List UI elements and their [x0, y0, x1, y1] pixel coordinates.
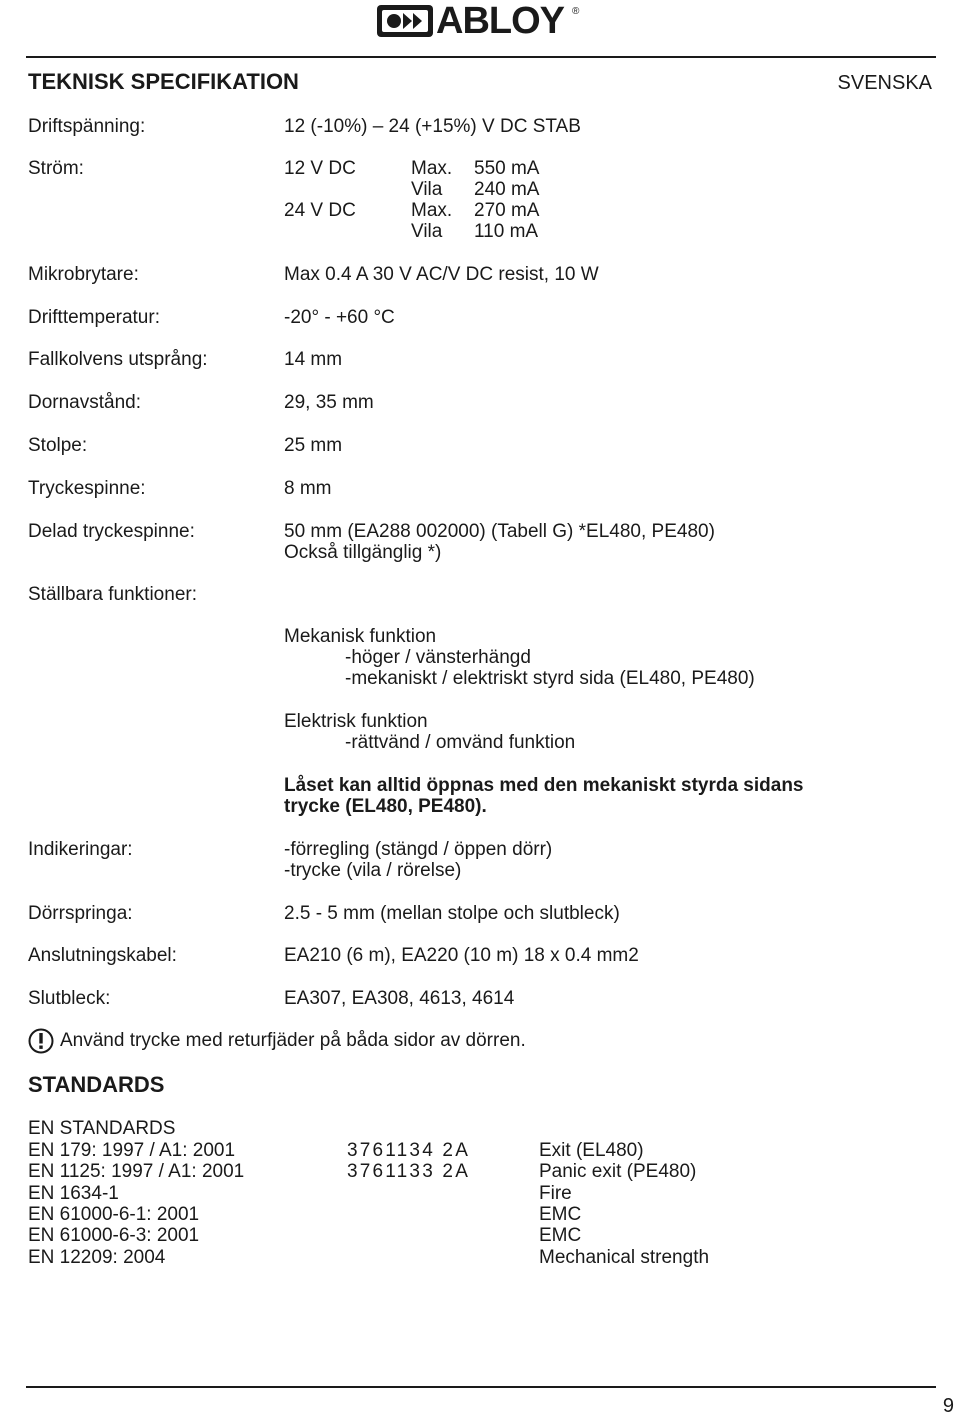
strom-mode: Vila — [411, 179, 443, 200]
logo-wordmark: ABLOY — [436, 0, 564, 42]
standard-desc: Exit (EL480) — [539, 1140, 644, 1161]
spec-label-drifttemperatur: Drifttemperatur: — [28, 307, 160, 328]
spec-label-driftspanning: Driftspänning: — [28, 116, 146, 137]
standards-subheading: EN STANDARDS — [28, 1118, 176, 1139]
spec-label-tryckespinne: Tryckespinne: — [28, 478, 146, 499]
strom-voltage: 24 V DC — [284, 200, 356, 221]
spec-label-mikrobrytare: Mikrobrytare: — [28, 264, 139, 285]
spec-value-delad: 50 mm (EA288 002000) (Tabell G) *EL480, PE480) — [284, 521, 715, 542]
strom-mode: Max. — [411, 200, 453, 221]
standard-code: 3761133 2A — [347, 1161, 471, 1182]
spec-value-drifttemperatur: -20° - +60 °C — [284, 307, 395, 328]
standard-desc: EMC — [539, 1225, 582, 1246]
abloy-key-mark-icon — [376, 4, 434, 38]
standard-name: EN 12209: 2004 — [28, 1247, 166, 1268]
spec-value-indikeringar-2: -trycke (vila / rörelse) — [284, 860, 462, 881]
strom-current: 240 mA — [474, 179, 540, 200]
warning-text: Använd trycke med returfjäder på båda sidor av dörren. — [60, 1030, 526, 1051]
spec-value-dorrspringa: 2.5 - 5 mm (mellan stolpe och slutbleck) — [284, 903, 620, 924]
spec-label-slutbleck: Slutbleck: — [28, 988, 111, 1009]
spec-value-fallkolv: 14 mm — [284, 349, 343, 370]
spec-label-anslutning: Anslutningskabel: — [28, 945, 177, 966]
elektrisk-funktion-title: Elektrisk funktion — [284, 711, 428, 732]
spec-label-delad: Delad tryckespinne: — [28, 521, 195, 542]
standards-heading: STANDARDS — [28, 1072, 165, 1097]
page-title: TEKNISK SPECIFIKATION — [28, 69, 299, 94]
spec-label-indikeringar: Indikeringar: — [28, 839, 133, 860]
strom-current: 270 mA — [474, 200, 540, 221]
strom-mode: Vila — [411, 221, 443, 242]
strom-voltage: 12 V DC — [284, 158, 356, 179]
spec-label-fallkolv: Fallkolvens utsprång: — [28, 349, 208, 370]
registered-mark: ® — [572, 6, 580, 17]
header-rule — [26, 56, 936, 58]
standard-name: EN 1634-1 — [28, 1183, 119, 1204]
spec-value-tryckespinne: 8 mm — [284, 478, 332, 499]
elektrisk-funktion-item: -rättvänd / omvänd funktion — [345, 732, 576, 753]
spec-label-dornavstand: Dornavstånd: — [28, 392, 142, 413]
footer-rule — [26, 1386, 936, 1388]
standard-desc: EMC — [539, 1204, 582, 1225]
standard-name: EN 61000-6-3: 2001 — [28, 1225, 200, 1246]
spec-label-dorrspringa: Dörrspringa: — [28, 903, 133, 924]
page-number: 9 — [942, 1395, 954, 1417]
mekanisk-funktion-item: -mekaniskt / elektriskt styrd sida (EL480, PE480) — [345, 668, 755, 689]
standard-desc: Panic exit (PE480) — [539, 1161, 697, 1182]
abloy-logo — [376, 2, 584, 42]
spec-value-driftspanning: 12 (-10%) – 24 (+15%) V DC STAB — [284, 116, 581, 137]
standard-name: EN 61000-6-1: 2001 — [28, 1204, 200, 1225]
spec-value-indikeringar: -förregling (stängd / öppen dörr) — [284, 839, 553, 860]
strom-current: 110 mA — [474, 221, 539, 242]
strom-current: 550 mA — [474, 158, 540, 179]
mechanical-note-cont: trycke (EL480, PE480). — [284, 796, 487, 817]
standard-name: EN 1125: 1997 / A1: 2001 — [28, 1161, 245, 1182]
language-label: SVENSKA — [837, 72, 932, 94]
standard-desc: Mechanical strength — [539, 1247, 710, 1268]
mechanical-note: Låset kan alltid öppnas med den mekaniskt styrda sidans — [284, 775, 804, 796]
spec-value-delad-note: Också tillgänglig *) — [284, 542, 442, 563]
standard-code: 3761134 2A — [347, 1140, 471, 1161]
spec-value-dornavstand: 29, 35 mm — [284, 392, 374, 413]
standard-desc: Fire — [539, 1183, 572, 1204]
spec-value-stolpe: 25 mm — [284, 435, 343, 456]
strom-mode: Max. — [411, 158, 453, 179]
mekanisk-funktion-item: -höger / vänsterhängd — [345, 647, 531, 668]
spec-label-stallbara: Ställbara funktioner: — [28, 584, 197, 605]
spec-label-stolpe: Stolpe: — [28, 435, 88, 456]
spec-label-strom: Ström: — [28, 158, 84, 179]
standard-name: EN 179: 1997 / A1: 2001 — [28, 1140, 236, 1161]
exclamation-circle-icon — [28, 1028, 54, 1054]
mekanisk-funktion-title: Mekanisk funktion — [284, 626, 437, 647]
spec-value-slutbleck: EA307, EA308, 4613, 4614 — [284, 988, 515, 1009]
spec-value-anslutning: EA210 (6 m), EA220 (10 m) 18 x 0.4 mm2 — [284, 945, 639, 966]
spec-value-mikrobrytare: Max 0.4 A 30 V AC/V DC resist, 10 W — [284, 264, 599, 285]
